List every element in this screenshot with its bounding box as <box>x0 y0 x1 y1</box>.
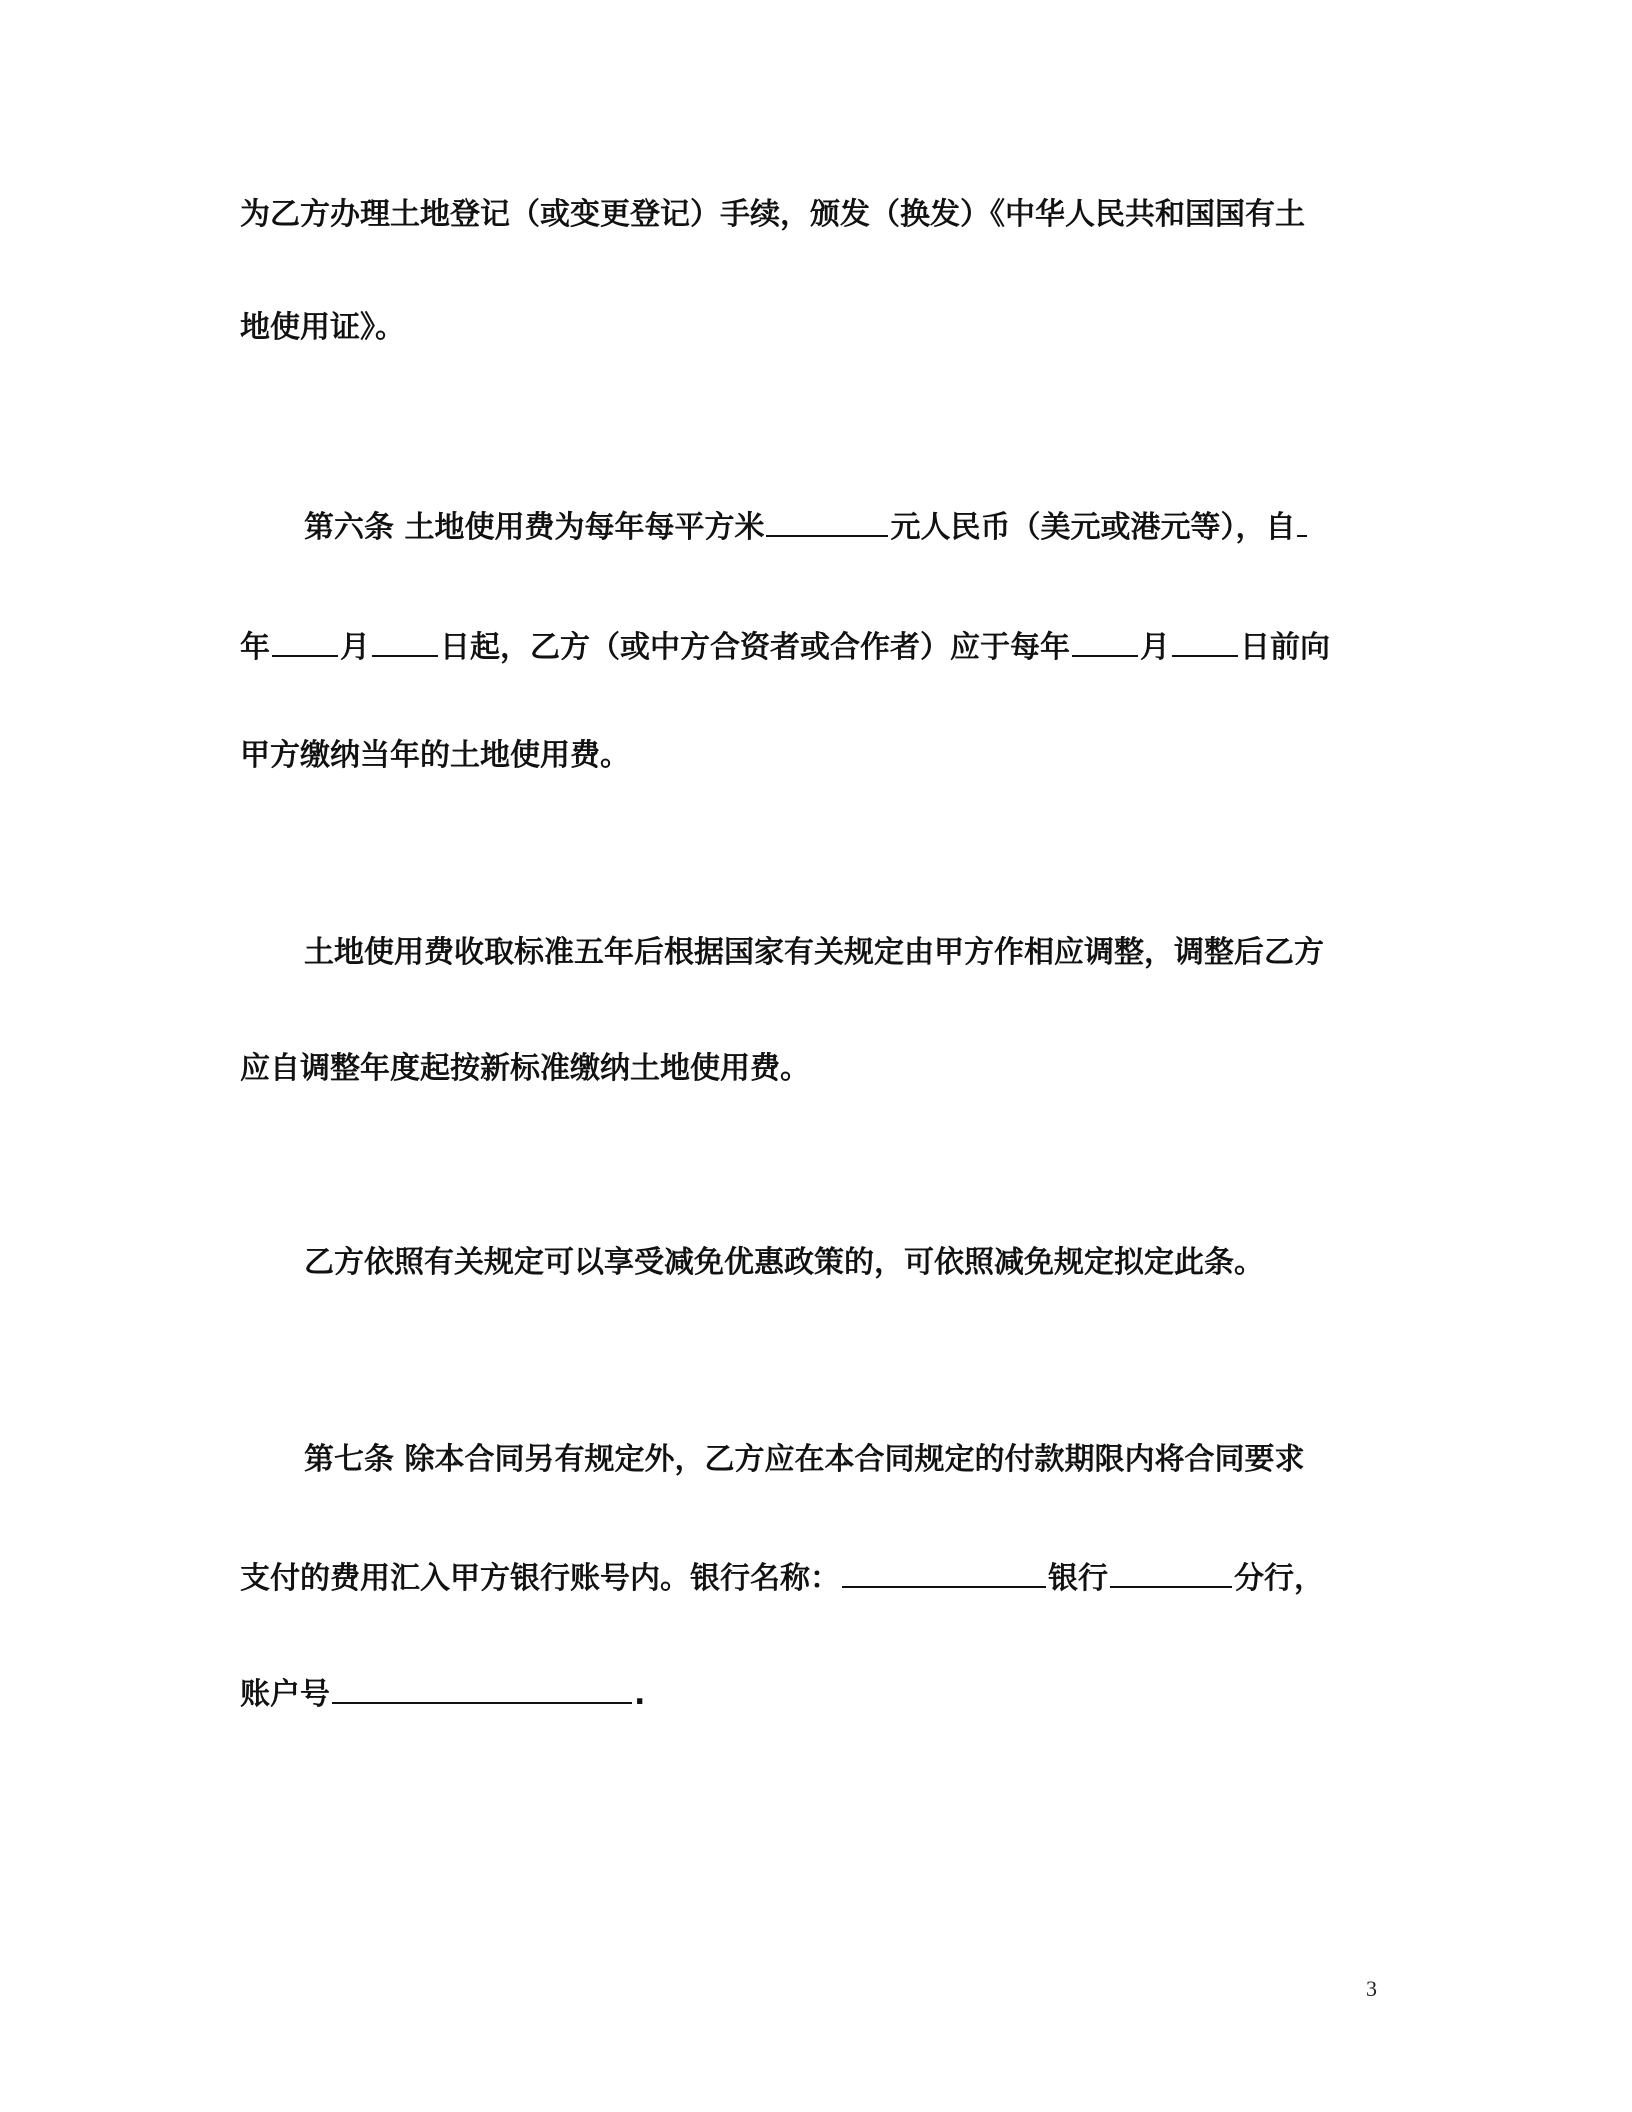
branch-label: 分行， <box>1234 1561 1324 1596</box>
adjustment-line-2 <box>240 1049 1390 1089</box>
reduction-line <box>304 1243 1454 1283</box>
adjustment-line-1 <box>304 933 1454 973</box>
year-label: 年 <box>240 630 270 665</box>
article-6-line-2 <box>240 625 1390 668</box>
account-number-blank <box>332 1672 632 1704</box>
text-line: 第七条 除本合同另有规定外，乙方应在本合同规定的付款期限内将合同要求 <box>304 1442 1305 1477</box>
article-7-line-2 <box>240 1556 1390 1599</box>
year-blank <box>272 625 338 657</box>
bank-name-blank <box>842 1556 1046 1588</box>
paragraph-line <box>240 308 1390 348</box>
text-line: 土地使用费收取标准五年后根据国家有关规定由甲方作相应调整，调整后乙方 <box>304 935 1324 970</box>
text-line: 地使用证》。 <box>240 310 405 345</box>
article-6-line-1 <box>304 505 1454 548</box>
month-blank <box>372 625 438 657</box>
period-mark: . <box>634 1677 646 1712</box>
article-6-text: 第六条 土地使用费为每年每平方米 <box>304 510 765 545</box>
fee-blank <box>766 505 888 537</box>
article-6-text: 元人民币（美元或港元等），自 <box>890 510 1296 545</box>
page-number: 3 <box>1366 1976 1377 2001</box>
month-label: 月 <box>340 630 370 665</box>
text-line: 甲方缴纳当年的土地使用费。 <box>240 738 630 773</box>
account-label: 账户号 <box>240 1677 330 1712</box>
bank-label: 银行 <box>1048 1561 1108 1596</box>
text-line: 应自调整年度起按新标准缴纳土地使用费。 <box>240 1051 810 1086</box>
article-6-line-3 <box>240 736 1390 776</box>
start-year-blank <box>1297 505 1307 537</box>
pay-month-blank <box>1072 625 1138 657</box>
article-6-text: 日起，乙方（或中方合资者或合作者）应于每年 <box>440 630 1070 665</box>
article-7-line-1 <box>304 1440 1454 1480</box>
text-line: 乙方依照有关规定可以享受减免优惠政策的，可依照减免规定拟定此条。 <box>304 1245 1264 1280</box>
article-6-text: 日前向 <box>1240 630 1330 665</box>
article-7-text: 支付的费用汇入甲方银行账号内。银行名称： <box>240 1561 840 1596</box>
pay-day-blank <box>1172 625 1238 657</box>
branch-blank <box>1110 1556 1232 1588</box>
month-label: 月 <box>1140 630 1170 665</box>
paragraph-line <box>240 195 1390 235</box>
article-7-line-3 <box>240 1672 1390 1715</box>
text-line: 为乙方办理土地登记（或变更登记）手续，颁发（换发）《中华人民共和国国有土 <box>240 197 1305 232</box>
